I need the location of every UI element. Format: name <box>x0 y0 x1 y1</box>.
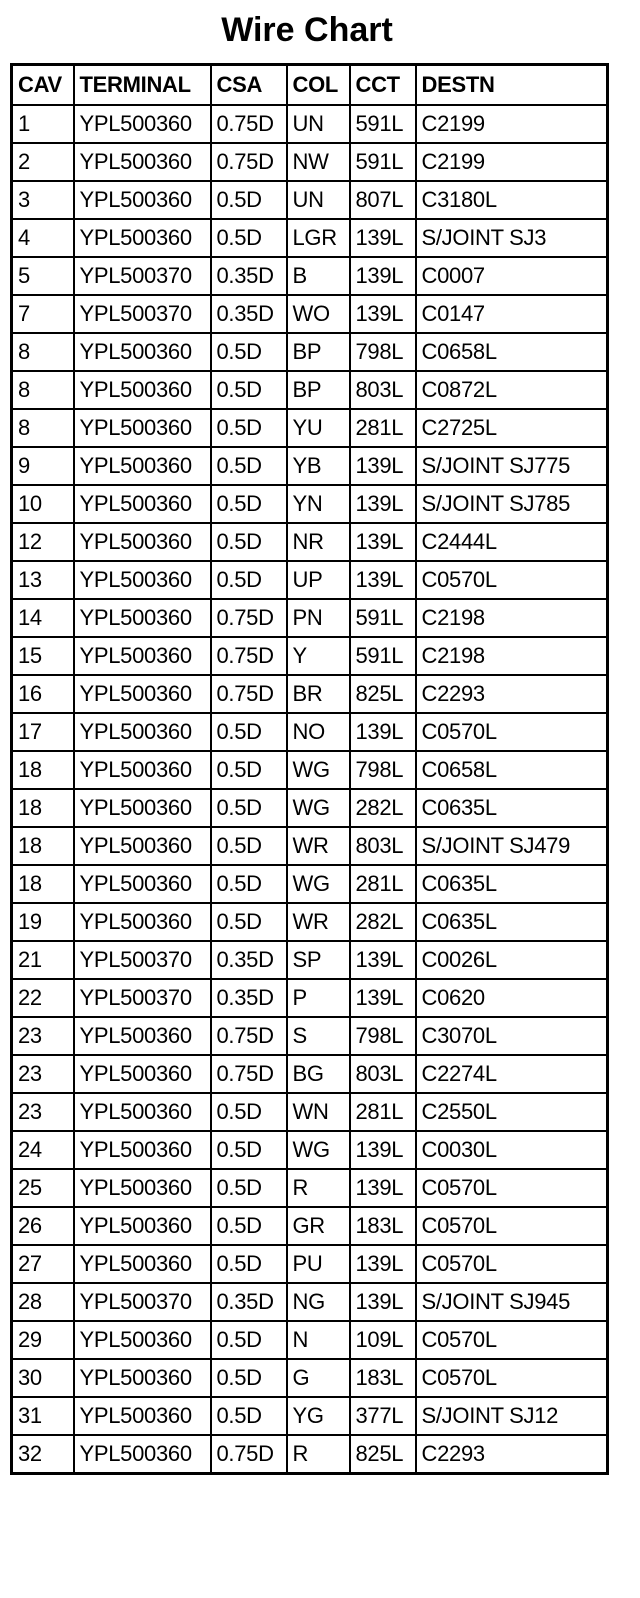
cell-csa: 0.5D <box>211 1131 287 1169</box>
cell-destn: C0570L <box>416 561 608 599</box>
cell-col: UP <box>287 561 350 599</box>
cell-destn: C0030L <box>416 1131 608 1169</box>
table-row <box>12 333 608 371</box>
cell-destn: C0570L <box>416 1321 608 1359</box>
cell-cct: 281L <box>350 409 416 447</box>
table-row <box>12 447 608 485</box>
cell-col: G <box>287 1359 350 1397</box>
cell-terminal: YPL500360 <box>74 1397 211 1435</box>
cell-cct: 591L <box>350 637 416 675</box>
cell-cav: 18 <box>12 827 74 865</box>
cell-terminal: YPL500370 <box>74 1283 211 1321</box>
cell-terminal: YPL500360 <box>74 1131 211 1169</box>
table-body <box>12 105 608 1474</box>
cell-csa: 0.5D <box>211 181 287 219</box>
cell-col: Y <box>287 637 350 675</box>
cell-terminal: YPL500360 <box>74 105 211 143</box>
cell-terminal: YPL500360 <box>74 447 211 485</box>
header-terminal: TERMINAL <box>74 65 211 106</box>
cell-destn: C0872L <box>416 371 608 409</box>
cell-terminal: YPL500360 <box>74 371 211 409</box>
cell-col: NR <box>287 523 350 561</box>
cell-cct: 377L <box>350 1397 416 1435</box>
cell-csa: 0.5D <box>211 333 287 371</box>
cell-cav: 12 <box>12 523 74 561</box>
cell-csa: 0.35D <box>211 941 287 979</box>
cell-cct: 183L <box>350 1359 416 1397</box>
table-row <box>12 181 608 219</box>
cell-col: R <box>287 1169 350 1207</box>
table-row <box>12 105 608 143</box>
cell-cav: 18 <box>12 751 74 789</box>
cell-destn: C0007 <box>416 257 608 295</box>
cell-destn: C0658L <box>416 333 608 371</box>
cell-terminal: YPL500360 <box>74 675 211 713</box>
cell-terminal: YPL500370 <box>74 979 211 1017</box>
cell-cav: 3 <box>12 181 74 219</box>
cell-col: BP <box>287 333 350 371</box>
cell-cav: 27 <box>12 1245 74 1283</box>
cell-col: N <box>287 1321 350 1359</box>
table-row <box>12 751 608 789</box>
cell-destn: C0635L <box>416 903 608 941</box>
cell-cav: 9 <box>12 447 74 485</box>
cell-cav: 18 <box>12 865 74 903</box>
cell-col: YN <box>287 485 350 523</box>
cell-cct: 803L <box>350 371 416 409</box>
cell-cct: 803L <box>350 827 416 865</box>
cell-csa: 0.75D <box>211 675 287 713</box>
cell-col: LGR <box>287 219 350 257</box>
cell-csa: 0.5D <box>211 1093 287 1131</box>
table-row <box>12 1131 608 1169</box>
cell-cct: 798L <box>350 1017 416 1055</box>
header-col: COL <box>287 65 350 106</box>
cell-csa: 0.5D <box>211 1169 287 1207</box>
table-row <box>12 219 608 257</box>
cell-cav: 7 <box>12 295 74 333</box>
cell-col: WO <box>287 295 350 333</box>
cell-csa: 0.5D <box>211 523 287 561</box>
cell-cav: 16 <box>12 675 74 713</box>
cell-cct: 139L <box>350 979 416 1017</box>
table-row <box>12 675 608 713</box>
cell-cav: 31 <box>12 1397 74 1435</box>
cell-terminal: YPL500360 <box>74 1321 211 1359</box>
cell-terminal: YPL500360 <box>74 1055 211 1093</box>
cell-col: BR <box>287 675 350 713</box>
cell-destn: C0620 <box>416 979 608 1017</box>
cell-cav: 22 <box>12 979 74 1017</box>
cell-terminal: YPL500360 <box>74 751 211 789</box>
cell-cav: 23 <box>12 1093 74 1131</box>
cell-cct: 825L <box>350 675 416 713</box>
cell-destn: S/JOINT SJ3 <box>416 219 608 257</box>
cell-cct: 139L <box>350 257 416 295</box>
cell-cct: 282L <box>350 903 416 941</box>
cell-col: BG <box>287 1055 350 1093</box>
cell-cct: 282L <box>350 789 416 827</box>
cell-col: NO <box>287 713 350 751</box>
table-row <box>12 485 608 523</box>
cell-csa: 0.5D <box>211 713 287 751</box>
table-row <box>12 1397 608 1435</box>
cell-terminal: YPL500360 <box>74 903 211 941</box>
cell-cct: 139L <box>350 1283 416 1321</box>
cell-csa: 0.75D <box>211 105 287 143</box>
table-row <box>12 1321 608 1359</box>
cell-terminal: YPL500360 <box>74 865 211 903</box>
cell-cct: 139L <box>350 1245 416 1283</box>
cell-cav: 5 <box>12 257 74 295</box>
cell-terminal: YPL500360 <box>74 1359 211 1397</box>
table-row <box>12 1283 608 1321</box>
table-row <box>12 1435 608 1474</box>
cell-destn: C2199 <box>416 143 608 181</box>
cell-col: SP <box>287 941 350 979</box>
cell-terminal: YPL500360 <box>74 637 211 675</box>
cell-cct: 281L <box>350 1093 416 1131</box>
cell-cct: 825L <box>350 1435 416 1474</box>
cell-terminal: YPL500360 <box>74 599 211 637</box>
cell-cct: 139L <box>350 485 416 523</box>
cell-destn: C2293 <box>416 1435 608 1474</box>
cell-csa: 0.5D <box>211 1321 287 1359</box>
header-cav: CAV <box>12 65 74 106</box>
cell-col: UN <box>287 105 350 143</box>
cell-csa: 0.75D <box>211 637 287 675</box>
cell-cav: 32 <box>12 1435 74 1474</box>
cell-csa: 0.5D <box>211 485 287 523</box>
table-row <box>12 295 608 333</box>
cell-cav: 28 <box>12 1283 74 1321</box>
table-row <box>12 1055 608 1093</box>
table-row <box>12 523 608 561</box>
cell-csa: 0.5D <box>211 1397 287 1435</box>
table-header-row <box>12 65 608 106</box>
cell-terminal: YPL500360 <box>74 333 211 371</box>
cell-terminal: YPL500360 <box>74 1093 211 1131</box>
cell-col: WG <box>287 865 350 903</box>
cell-cav: 8 <box>12 371 74 409</box>
table-row <box>12 1017 608 1055</box>
cell-csa: 0.75D <box>211 1017 287 1055</box>
table-row <box>12 561 608 599</box>
cell-col: WG <box>287 751 350 789</box>
cell-col: NW <box>287 143 350 181</box>
table-row <box>12 979 608 1017</box>
cell-terminal: YPL500360 <box>74 409 211 447</box>
page-title: Wire Chart <box>221 11 393 49</box>
cell-destn: C2198 <box>416 599 608 637</box>
cell-cav: 30 <box>12 1359 74 1397</box>
cell-terminal: YPL500370 <box>74 257 211 295</box>
cell-csa: 0.5D <box>211 789 287 827</box>
cell-terminal: YPL500370 <box>74 295 211 333</box>
cell-csa: 0.5D <box>211 1245 287 1283</box>
header-csa: CSA <box>211 65 287 106</box>
cell-cct: 183L <box>350 1207 416 1245</box>
cell-col: R <box>287 1435 350 1474</box>
cell-csa: 0.5D <box>211 1207 287 1245</box>
cell-cav: 8 <box>12 409 74 447</box>
cell-cav: 19 <box>12 903 74 941</box>
cell-cct: 109L <box>350 1321 416 1359</box>
cell-terminal: YPL500360 <box>74 143 211 181</box>
cell-col: BP <box>287 371 350 409</box>
cell-terminal: YPL500360 <box>74 561 211 599</box>
cell-destn: C0635L <box>416 865 608 903</box>
cell-destn: C0570L <box>416 1207 608 1245</box>
cell-cct: 807L <box>350 181 416 219</box>
cell-col: WG <box>287 789 350 827</box>
cell-cct: 139L <box>350 447 416 485</box>
cell-cav: 13 <box>12 561 74 599</box>
cell-terminal: YPL500370 <box>74 941 211 979</box>
cell-csa: 0.5D <box>211 865 287 903</box>
table-row <box>12 143 608 181</box>
cell-csa: 0.75D <box>211 1055 287 1093</box>
table-row <box>12 941 608 979</box>
table-row <box>12 865 608 903</box>
cell-col: YB <box>287 447 350 485</box>
cell-csa: 0.35D <box>211 979 287 1017</box>
cell-destn: C2274L <box>416 1055 608 1093</box>
cell-col: YG <box>287 1397 350 1435</box>
cell-col: GR <box>287 1207 350 1245</box>
cell-cav: 21 <box>12 941 74 979</box>
cell-col: NG <box>287 1283 350 1321</box>
cell-destn: C0635L <box>416 789 608 827</box>
cell-csa: 0.5D <box>211 903 287 941</box>
cell-cct: 139L <box>350 219 416 257</box>
cell-cct: 591L <box>350 599 416 637</box>
cell-destn: C2293 <box>416 675 608 713</box>
cell-csa: 0.5D <box>211 219 287 257</box>
cell-cav: 4 <box>12 219 74 257</box>
cell-csa: 0.5D <box>211 371 287 409</box>
cell-csa: 0.5D <box>211 447 287 485</box>
cell-destn: C0570L <box>416 1359 608 1397</box>
cell-csa: 0.35D <box>211 257 287 295</box>
cell-cav: 10 <box>12 485 74 523</box>
cell-destn: C3070L <box>416 1017 608 1055</box>
table-row <box>12 371 608 409</box>
cell-col: UN <box>287 181 350 219</box>
cell-destn: S/JOINT SJ775 <box>416 447 608 485</box>
cell-cav: 1 <box>12 105 74 143</box>
cell-terminal: YPL500360 <box>74 1435 211 1474</box>
cell-destn: C0147 <box>416 295 608 333</box>
cell-cav: 15 <box>12 637 74 675</box>
cell-cct: 139L <box>350 941 416 979</box>
table-row <box>12 1245 608 1283</box>
cell-col: B <box>287 257 350 295</box>
cell-destn: C2725L <box>416 409 608 447</box>
cell-destn: C2198 <box>416 637 608 675</box>
cell-cav: 26 <box>12 1207 74 1245</box>
cell-terminal: YPL500360 <box>74 1207 211 1245</box>
cell-destn: C2550L <box>416 1093 608 1131</box>
cell-destn: C0570L <box>416 1169 608 1207</box>
cell-terminal: YPL500360 <box>74 181 211 219</box>
table-row <box>12 1093 608 1131</box>
cell-csa: 0.75D <box>211 599 287 637</box>
cell-col: WN <box>287 1093 350 1131</box>
wire-chart-table <box>10 63 609 1475</box>
table-row <box>12 903 608 941</box>
cell-cav: 25 <box>12 1169 74 1207</box>
cell-cct: 139L <box>350 1169 416 1207</box>
cell-cct: 139L <box>350 561 416 599</box>
cell-cct: 803L <box>350 1055 416 1093</box>
cell-csa: 0.5D <box>211 561 287 599</box>
cell-csa: 0.5D <box>211 1359 287 1397</box>
cell-terminal: YPL500360 <box>74 219 211 257</box>
cell-destn: C0026L <box>416 941 608 979</box>
cell-col: P <box>287 979 350 1017</box>
cell-terminal: YPL500360 <box>74 827 211 865</box>
cell-destn: C2444L <box>416 523 608 561</box>
cell-destn: C0570L <box>416 1245 608 1283</box>
cell-cct: 798L <box>350 333 416 371</box>
cell-cav: 17 <box>12 713 74 751</box>
cell-col: PU <box>287 1245 350 1283</box>
cell-cct: 139L <box>350 1131 416 1169</box>
table-row <box>12 409 608 447</box>
cell-terminal: YPL500360 <box>74 1245 211 1283</box>
cell-destn: C3180L <box>416 181 608 219</box>
cell-csa: 0.35D <box>211 1283 287 1321</box>
table-row <box>12 637 608 675</box>
cell-col: PN <box>287 599 350 637</box>
cell-cct: 139L <box>350 523 416 561</box>
cell-col: WG <box>287 1131 350 1169</box>
table-row <box>12 1207 608 1245</box>
cell-cct: 139L <box>350 713 416 751</box>
cell-terminal: YPL500360 <box>74 485 211 523</box>
cell-terminal: YPL500360 <box>74 1169 211 1207</box>
cell-destn: S/JOINT SJ479 <box>416 827 608 865</box>
table-row <box>12 713 608 751</box>
header-destn: DESTN <box>416 65 608 106</box>
cell-cav: 14 <box>12 599 74 637</box>
table-row <box>12 1169 608 1207</box>
cell-cct: 281L <box>350 865 416 903</box>
cell-cav: 24 <box>12 1131 74 1169</box>
table-row <box>12 827 608 865</box>
cell-col: S <box>287 1017 350 1055</box>
cell-col: WR <box>287 903 350 941</box>
cell-destn: C0570L <box>416 713 608 751</box>
cell-terminal: YPL500360 <box>74 713 211 751</box>
cell-cct: 139L <box>350 295 416 333</box>
table-row <box>12 789 608 827</box>
cell-cav: 8 <box>12 333 74 371</box>
cell-cct: 591L <box>350 143 416 181</box>
cell-terminal: YPL500360 <box>74 789 211 827</box>
cell-cct: 798L <box>350 751 416 789</box>
cell-terminal: YPL500360 <box>74 523 211 561</box>
cell-destn: C0658L <box>416 751 608 789</box>
cell-cav: 29 <box>12 1321 74 1359</box>
cell-col: YU <box>287 409 350 447</box>
cell-cct: 591L <box>350 105 416 143</box>
cell-cav: 2 <box>12 143 74 181</box>
cell-cav: 23 <box>12 1055 74 1093</box>
cell-csa: 0.5D <box>211 751 287 789</box>
cell-destn: S/JOINT SJ945 <box>416 1283 608 1321</box>
cell-destn: S/JOINT SJ12 <box>416 1397 608 1435</box>
cell-csa: 0.75D <box>211 143 287 181</box>
table-row <box>12 1359 608 1397</box>
cell-csa: 0.75D <box>211 1435 287 1474</box>
cell-destn: C2199 <box>416 105 608 143</box>
cell-terminal: YPL500360 <box>74 1017 211 1055</box>
header-cct: CCT <box>350 65 416 106</box>
cell-col: WR <box>287 827 350 865</box>
cell-csa: 0.35D <box>211 295 287 333</box>
cell-destn: S/JOINT SJ785 <box>416 485 608 523</box>
table-row <box>12 599 608 637</box>
cell-csa: 0.5D <box>211 827 287 865</box>
cell-cav: 18 <box>12 789 74 827</box>
cell-cav: 23 <box>12 1017 74 1055</box>
cell-csa: 0.5D <box>211 409 287 447</box>
table-row <box>12 257 608 295</box>
